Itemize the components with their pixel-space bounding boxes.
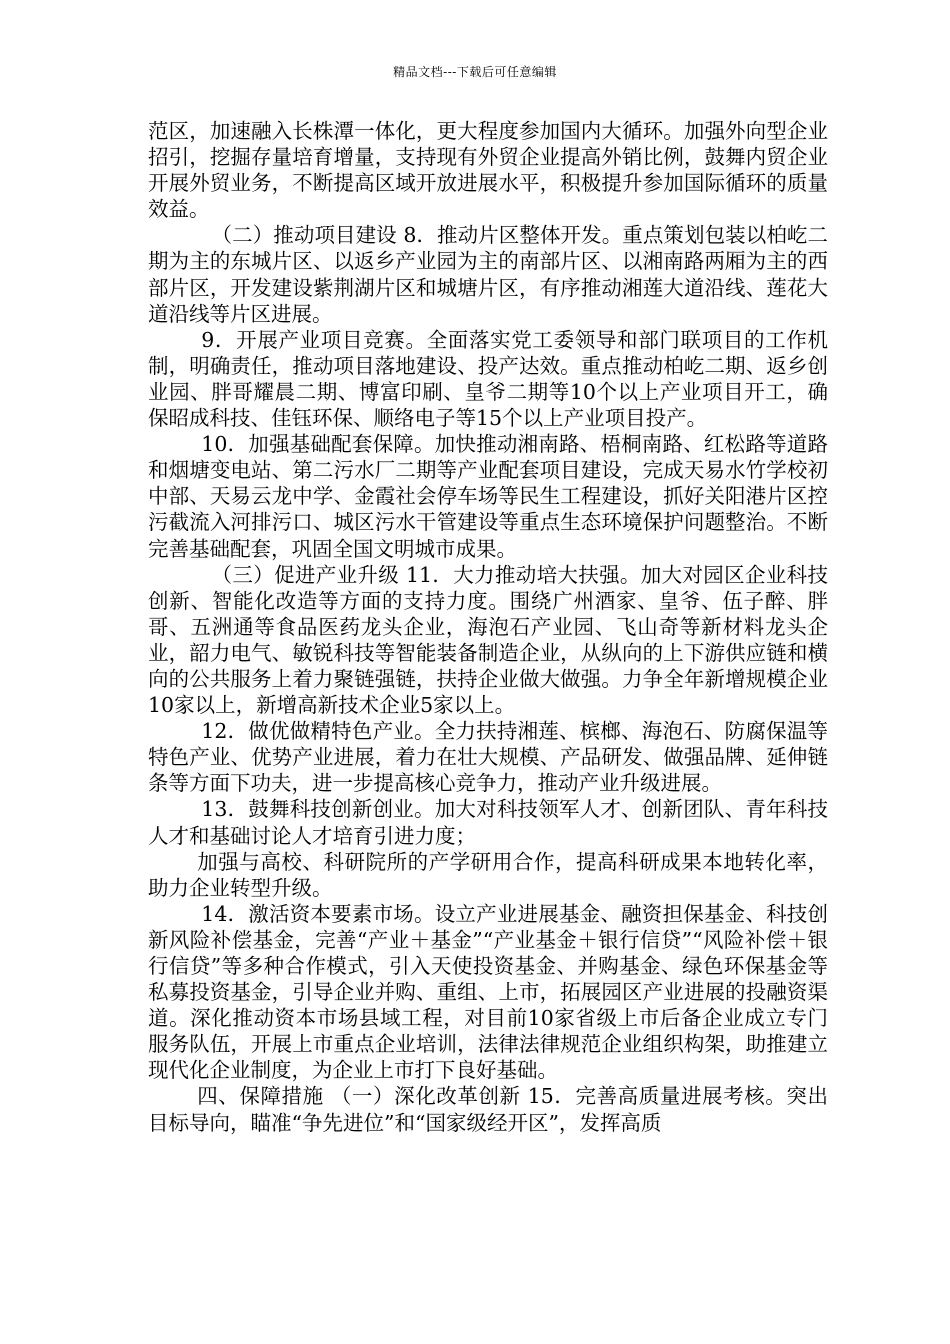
paragraph-4: 10．加强基础配套保障。加快推动湘南路、梧桐南路、红松路等道路和烟塘变电站、第二污水厂二期等产业配套项目建设，完成天易水竹学校初中部、天易云龙中学、金霞社会停车场等民生工程建设，抓好关阳港片区控污截流入河排污口、城区污水干管建设等重点生态环境保护问题整治。不断完善基础配套，巩固全国文明城市成果。 xyxy=(148,432,828,561)
paragraph-9: 14．激活资本要素市场。设立产业进展基金、融资担保基金、科技创新风险补偿基金，完善“产业＋基金”“产业基金＋银行信贷”“风险补偿＋银行信贷”等多种合作模式，引入天使投资基金、并购基金、绿色环保基金等私募投资基金，引导企业并购、重组、上市，拓展园区产业进展的投融资渠道。深化推动资本市场县域工程，对目前10家省级上市后备企业成立专门服务队伍，开展上市重点企业培训，法律法律规范企业组织构架，助推建立现代化企业制度，为企业上市打下良好基础。 xyxy=(148,901,828,1083)
paragraph-1: 范区，加速融入长株潭一体化，更大程度参加国内大循环。加强外向型企业招引，挖掘存量培育增量，支持现有外贸企业提高外销比例，鼓舞内贸企业开展外贸业务，不断提高区域开放进展水平，积极提升参加国际循环的质量效益。 xyxy=(148,119,828,222)
paragraph-8: 加强与高校、科研院所的产学研用合作，提高科研成果本地转化率，助力企业转型升级。 xyxy=(148,849,828,900)
body-text xyxy=(148,118,828,1136)
page-header: 精品文档---下载后可任意编辑 xyxy=(393,65,557,79)
paragraph-5: （三）促进产业升级 11．大力推动培大扶强。加大对园区企业科技创新、智能化改造等方面的支持力度。围绕广州酒家、皇爷、伍子醉、胖哥、五洲通等食品医药龙头企业，海泡石产业园、飞山奇等新材料龙头企业，韶力电气、敏锐科技等智能装备制造企业，从纵向的上下游供应链和横向的公共服务上着力聚链强链，扶持企业做大做强。力争全年新增规模企业10家以上，新增高新技术企业5家以上。 xyxy=(148,562,828,718)
paragraph-6: 12．做优做精特色产业。全力扶持湘莲、槟榔、海泡石、防腐保温等特色产业、优势产业进展，着力在壮大规模、产品研发、做强品牌、延伸链条等方面下功夫，进一步提高核心竞争力，推动产业升级进展。 xyxy=(148,719,828,796)
paragraph-2: （二）推动项目建设 8．推动片区整体开发。重点策划包装以柏屹二期为主的东城片区、以返乡产业园为主的南部片区、以湘南路两厢为主的西部片区，开发建设紫荆湖片区和城塘片区，有序推动湘莲大道沿线、莲花大道沿线等片区进展。 xyxy=(148,223,828,326)
paragraph-10: 四、保障措施 （一）深化改革创新 15．完善高质量进展考核。突出目标导向，瞄准“争先进位”和“国家级经开区”，发挥高质 xyxy=(148,1084,828,1135)
paragraph-3: 9．开展产业项目竞赛。全面落实党工委领导和部门联项目的工作机制，明确责任，推动项目落地建设、投产达效。重点推动柏屹二期、返乡创业园、胖哥耀晨二期、博富印刷、皇爷二期等10个以上产业项目开工，确保昭成科技、佳钰环保、顺络电子等15个以上产业项目投产。 xyxy=(148,327,828,431)
paragraph-7: 13．鼓舞科技创新创业。加大对科技领军人才、创新团队、青年科技人才和基础讨论人才培育引进力度； xyxy=(148,797,828,848)
